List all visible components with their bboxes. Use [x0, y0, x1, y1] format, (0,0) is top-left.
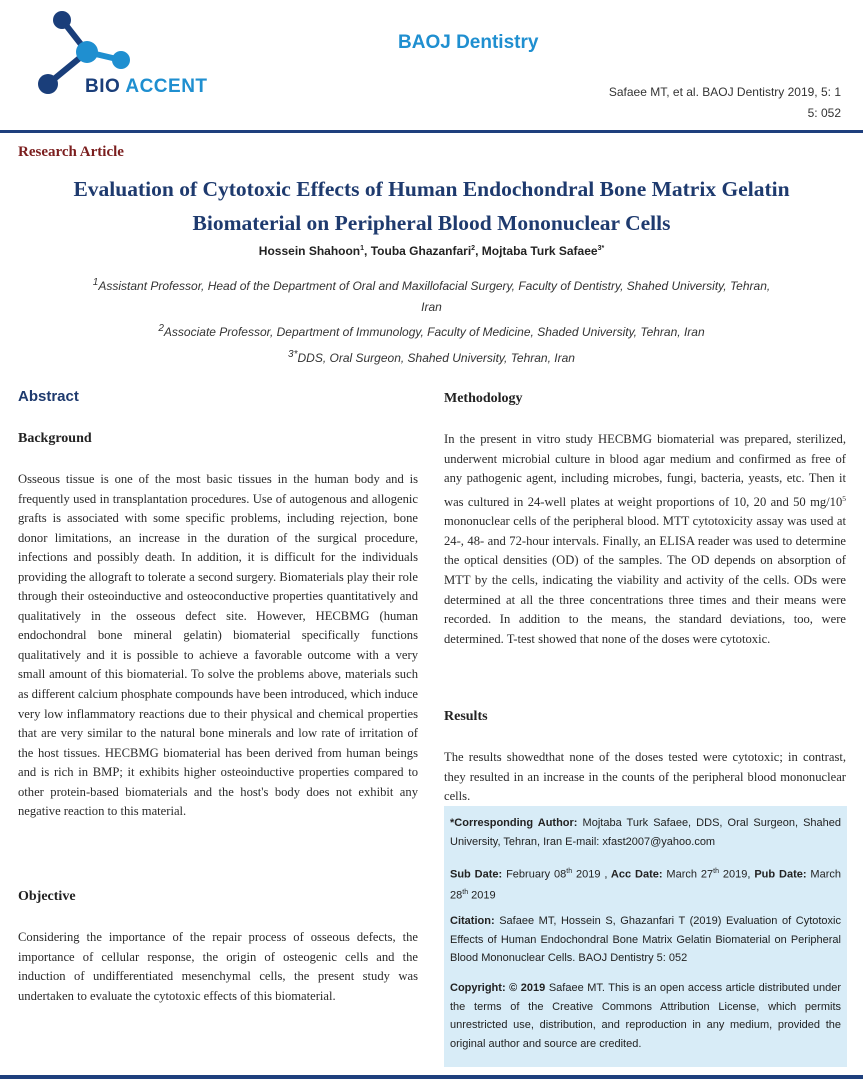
- corresponding-text: Mojtaba Turk Safaee, DDS, Oral Surgeon, Shahed University, Tehran, Iran E-mail: xfast2007@yahoo.com: [450, 817, 841, 848]
- page-header: [0, 0, 863, 130]
- affiliation-sup: 1: [92, 277, 99, 288]
- corresponding-label: *Corresponding Author:: [450, 817, 578, 829]
- copyright-text: Safaee MT. This is an open access article distributed under the terms of the Creative Commons Attribution License, which permits unrestricted use, distribution, and reproduction in any medium, provided the original author and source are credited.: [450, 982, 842, 1050]
- pub-date-day: March 28: [450, 868, 841, 902]
- affiliation-text: DDS, Oral Surgeon, Shahed University, Tehran, Iran: [297, 351, 575, 365]
- results-paragraph: The results showedthat none of the doses tested were cytotoxic; in contrast, they resulted in an increase in the counts of the peripheral blood mononuclear cells.: [444, 750, 846, 804]
- author-name: Mojtaba Turk Safaee: [481, 244, 598, 258]
- pub-date-label: Pub Date:: [750, 868, 807, 881]
- abstract-heading: Abstract: [18, 388, 79, 405]
- acc-date-label: Acc Date:: [607, 868, 663, 881]
- affiliation-1: [90, 272, 773, 318]
- copyright-label: Copyright: © 2019: [450, 982, 546, 994]
- background-paragraph: Osseous tissue is one of the most basic tissues in the human body and is frequently used in transplantation procedures. Use of autogenous and allogenic grafts is associated with some specific problems, including rejection, bone donor limitations, an increase in the duration of the surgical procedure, infections and possibly death. In addition, it is difficult for the individuals providing the allograft to tolerate a second surgery. Biomaterials play their role through their osteoinductive and osteoconductive properties quantitatively and qualitatively in the osseous defect site. However, HECBMG (human endochondral bone mineral gelatin) biomaterial specifically functions qualitatively and it is possible to achieve a favorable outcome with a very small amount of this biomaterial. To solve the problems above, materials such as different calcium phosphate compounds have been introduced, which induce very low inflammatory reactions due to their physical and chemical properties that are very similar to the natural bone minerals and low rate of irritation of the host tissues. HECBMG biomaterial has been derived from human beings and is rich in BMP; it exhibits higher osteoinductive properties compared to other protein-based biomaterials and the host's body does not exhibit any negative reaction to this material.: [18, 472, 418, 819]
- copyright: [450, 979, 841, 1053]
- citation-text: Safaee MT, Hossein S, Ghazanfari T (2019) Evaluation of Cytotoxic Effects of Human Endochondral Bone Matrix Gelatin Biomaterial on Peripheral Blood Mononuclear Cells. BAOJ Dentistry 5: 052: [450, 915, 841, 964]
- objective-heading: Objective: [18, 889, 76, 904]
- logo-wordmark: [85, 76, 208, 98]
- logo-text-bio: BIO: [85, 76, 121, 97]
- affiliation-2: [90, 318, 773, 343]
- affiliation-sup: 2: [158, 323, 164, 334]
- affiliation-text: Assistant Professor, Head of the Department of Oral and Maxillofacial Surgery, Faculty of Dentistry, Shahed University, Tehran, Iran: [98, 279, 771, 314]
- affiliation-text: Associate Professor, Department of Immunology, Faculty of Medicine, Shaded University, Tehran, Iran: [163, 325, 705, 339]
- journal-name: BAOJ Dentistry: [398, 32, 539, 53]
- footer-divider: [0, 1075, 863, 1079]
- citation: [450, 912, 841, 968]
- results-heading: Results: [444, 709, 488, 724]
- citation-label: Citation:: [450, 915, 495, 927]
- citation-line-1: Safaee MT, et al. BAOJ Dentistry 2019, 5: 1: [608, 85, 841, 99]
- methodology-sup: 5: [842, 493, 846, 503]
- citation-reference: [541, 82, 841, 124]
- logo-text-accent: ACCENT: [125, 76, 208, 97]
- methodology-heading: Methodology: [444, 391, 523, 406]
- article-type: Research Article: [18, 144, 124, 160]
- header-divider: [0, 130, 863, 133]
- methodology-paragraph: [444, 430, 846, 649]
- affiliation-sup: 3*: [288, 349, 298, 360]
- acc-date-year: 2019,: [718, 868, 751, 881]
- author-sup: 3*: [597, 245, 605, 252]
- citation-line-2: 5: 052: [807, 106, 841, 120]
- pub-date-sup: th: [462, 889, 469, 897]
- author-name: Hossein Shahoon: [258, 244, 361, 258]
- author-sup: 1: [360, 245, 365, 252]
- author-sup: 2: [471, 245, 476, 252]
- objective-paragraph: Considering the importance of the repair process of osseous defects, the importance of cellular response, the origin of osteogenic cells and the induction of undifferentiated mesenchymal cells, the present study was undertaken to evaluate the cytotoxic effects of this biomaterial.: [18, 930, 418, 1003]
- sub-date-year: 2019 ,: [572, 868, 608, 881]
- author-name: Touba Ghazanfari: [370, 244, 472, 258]
- methodology-text-b: mononuclear cells of the peripheral blood. MTT cytotoxicity assay was used at 24-, 48- and 72-hour intervals. Finally, an ELISA reader was used to determine the optical densities (OD) of the samples. The OD depends on absorption of MTT by the cells, indicating the viability and activity of the cells. ODs were determined at all the three concentrations three times and their means were recorded. In addition to the means, the standard deviations, too, were determined. T-test showed that none of the doses were cytotoxic.: [444, 514, 846, 646]
- article-info-box: [444, 806, 847, 1067]
- article-title: Evaluation of Cytotoxic Effects of Human Endochondral Bone Matrix Gelatin Biomaterial on Peripheral Blood Mononuclear Cells: [73, 177, 790, 235]
- pub-date-year: 2019: [468, 889, 496, 902]
- sub-date-sup: th: [566, 868, 573, 875]
- sub-date-label: Sub Date:: [450, 868, 503, 881]
- acc-date-sup: th: [713, 868, 719, 875]
- author-list: Hossein Shahoon$^1$, Touba Ghazanfari$^2$, Mojtaba Turk Safaee$^{3*}$: [258, 244, 605, 258]
- submission-dates: [450, 863, 841, 905]
- affiliation-3: [90, 344, 773, 369]
- methodology-text-a: In the present in vitro study HECBMG biomaterial was prepared, sterilized, underwent microbial culture in blood agar medium and confirmed as free of any pathogenic agent, including microbes, fungi, bacteria, yeasts, etc. Then it was cultured in 24-well plates at weight proportions of 10, 20 and 50 mg/10: [444, 432, 846, 509]
- corresponding-author: [450, 814, 841, 851]
- sub-date-day: February 08: [502, 868, 567, 881]
- background-heading: Background: [18, 431, 92, 446]
- acc-date-day: March 27: [662, 868, 714, 881]
